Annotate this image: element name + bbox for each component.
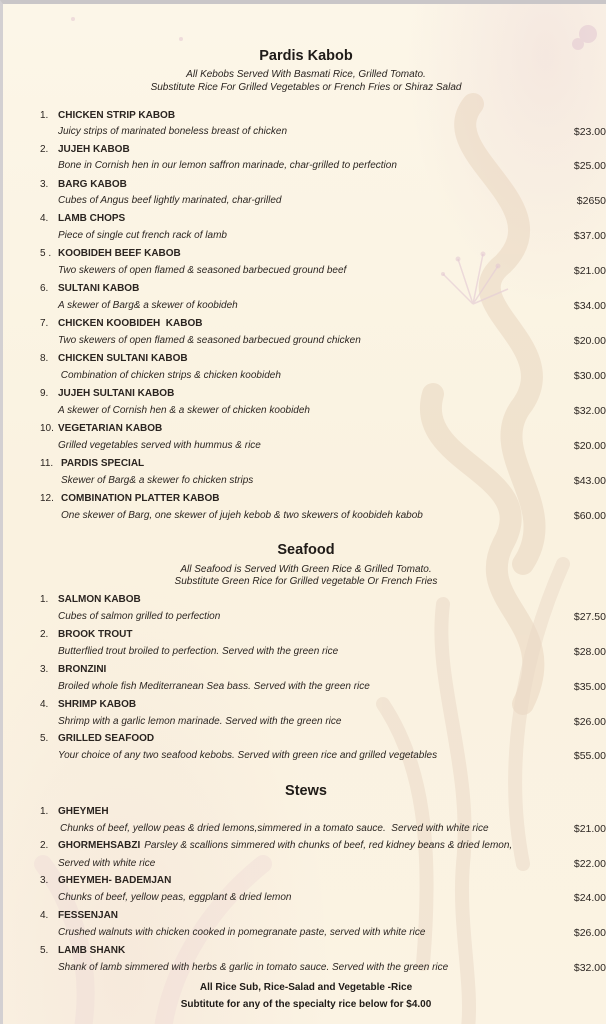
menu-item-description: Juicy strips of marinated boneless breast of chicken: [58, 126, 287, 137]
menu-item-name: [40, 663, 106, 677]
menu-item-name: [40, 178, 127, 192]
section-title-kabob: Pardis Kabob: [259, 48, 353, 64]
section-title-stews: Stews: [285, 783, 327, 799]
item-title: JUJEH KABOB: [58, 144, 130, 155]
menu-item-name: [40, 628, 132, 642]
menu-item-price: $22.00: [573, 858, 606, 870]
item-number: 11.: [40, 458, 54, 469]
menu-item-name: [40, 247, 181, 261]
item-number: 5 .: [40, 248, 52, 259]
menu-item-name: [40, 422, 162, 436]
menu-item-price: $2650: [576, 195, 606, 207]
menu-item-price: $34.00: [573, 300, 606, 312]
menu-item-name: [40, 874, 171, 888]
menu-item-description: Chunks of beef, yellow peas, eggplant & dried lemon: [58, 892, 292, 903]
menu-item-name: [40, 457, 144, 471]
item-number: 5.: [40, 733, 49, 744]
item-number: 7.: [40, 318, 49, 329]
item-title: CHICKEN STRIP KABOB: [58, 110, 176, 121]
item-title: PARDIS SPECIAL: [61, 458, 145, 469]
item-number: 2.: [40, 144, 49, 155]
item-number: 2.: [40, 629, 49, 640]
menu-item-price: $24.00: [573, 892, 606, 904]
item-title: CHICKEN SULTANI KABOB: [58, 353, 188, 364]
item-title: BRONZINI: [58, 664, 107, 675]
item-title: SHRIMP KABOB: [58, 699, 137, 710]
item-number: 6.: [40, 283, 49, 294]
item-inline-description: Parsley & scallions simmered with chunks of beef, red kidney beans & dried lemon,: [144, 840, 513, 851]
menu-item-description: Skewer of Barg& a skewer fo chicken strips: [61, 475, 254, 486]
menu-item-name: [40, 944, 125, 958]
item-number: 3.: [40, 664, 49, 675]
menu-item-description: Shank of lamb simmered with herbs & garlic in tomato sauce. Served with the green rice: [58, 962, 449, 973]
menu-item-price: $20.00: [573, 335, 606, 347]
menu-item-description: Piece of single cut french rack of lamb: [58, 230, 227, 241]
item-title: BROOK TROUT: [58, 629, 133, 640]
menu-item-price: $30.00: [573, 370, 606, 382]
menu-item-description: Cubes of Angus beef lightly marinated, char-grilled: [58, 195, 282, 206]
section-note-seafood-line2: Substitute Green Rice for Grilled vegetable Or French Fries: [174, 576, 438, 587]
section-note-kabob-line1: All Kebobs Served With Basmati Rice, Grilled Tomato.: [186, 69, 426, 80]
item-title: KOOBIDEH BEEF KABOB: [58, 248, 181, 259]
menu-item-name: [40, 212, 125, 226]
footer-rice-note-line2: Subtitute for any of the specialty rice below for $4.00: [180, 999, 432, 1010]
item-title: GHORMEHSABZI: [58, 840, 141, 851]
menu-item-name: [40, 352, 188, 366]
menu-item-price: $26.00: [573, 927, 606, 939]
item-title: VEGETARIAN KABOB: [58, 423, 163, 434]
item-number: 10.: [40, 423, 54, 434]
menu-content: [3, 4, 606, 1024]
menu-item-name: [40, 109, 175, 123]
item-title: SULTANI KABOB: [58, 283, 140, 294]
menu-item-description: Cubes of salmon grilled to perfection: [58, 611, 221, 622]
item-number: 1.: [40, 594, 49, 605]
menu-item-price: $27.50: [573, 611, 606, 623]
menu-item-price: $55.00: [573, 750, 606, 762]
item-number: 4.: [40, 699, 49, 710]
item-title: GHEYMEH- BADEMJAN: [58, 875, 172, 886]
menu-item-name: [40, 387, 174, 401]
item-title: COMBINATION PLATTER KABOB: [61, 493, 220, 504]
menu-item-price: $28.00: [573, 646, 606, 658]
menu-item-description: Chunks of beef, yellow peas & dried lemons,simmered in a tomato sauce. Served with white rice: [60, 823, 489, 834]
item-title: BARG KABOB: [58, 179, 127, 190]
menu-item-price: $32.00: [573, 405, 606, 417]
section-title-seafood: Seafood: [277, 542, 335, 558]
menu-item-name: [40, 143, 130, 157]
item-title: GRILLED SEAFOOD: [58, 733, 155, 744]
menu-item-name: [40, 698, 136, 712]
section-note-seafood-line1: All Seafood is Served With Green Rice & Grilled Tomato.: [180, 564, 432, 575]
menu-item-description: Crushed walnuts with chicken cooked in pomegranate paste, served with white rice: [58, 927, 426, 938]
menu-item-price: $20.00: [573, 440, 606, 452]
item-number: 8.: [40, 353, 49, 364]
menu-item-price: $32.00: [573, 962, 606, 974]
item-number: 1.: [40, 110, 49, 121]
menu-item-description: A skewer of Barg& a skewer of koobideh: [58, 300, 238, 311]
menu-item-description: Your choice of any two seafood kebobs. Served with green rice and grilled vegetables: [58, 750, 438, 761]
menu-item-name: [40, 593, 141, 607]
menu-item-price: $26.00: [573, 716, 606, 728]
menu-item-name: [40, 805, 109, 819]
item-title: JUJEH SULTANI KABOB: [58, 388, 175, 399]
menu-item-description: One skewer of Barg, one skewer of jujeh kebob & two skewers of koobideh kabob: [61, 510, 423, 521]
menu-item-price: $25.00: [573, 160, 606, 172]
item-title: LAMB SHANK: [58, 945, 126, 956]
menu-item-description: A skewer of Cornish hen & a skewer of chicken koobideh: [58, 405, 310, 416]
menu-item-price: $43.00: [573, 475, 606, 487]
menu-item-description: Grilled vegetables served with hummus & rice: [58, 440, 261, 451]
item-number: 9.: [40, 388, 49, 399]
menu-item-price: $60.00: [573, 510, 606, 522]
menu-item-name: [40, 317, 202, 331]
item-number: 2.: [40, 840, 49, 851]
menu-item-description: Combination of chicken strips & chicken koobideh: [58, 370, 281, 381]
item-title: FESSENJAN: [58, 910, 119, 921]
item-title: CHICKEN KOOBIDEH KABOB: [58, 318, 203, 329]
menu-item-description: Shrimp with a garlic lemon marinade. Served with the green rice: [58, 716, 342, 727]
item-title: LAMB CHOPS: [58, 213, 126, 224]
item-number: 12.: [40, 493, 54, 504]
section-note-kabob-line2: Substitute Rice For Grilled Vegetables or French Fries or Shiraz Salad: [150, 82, 462, 93]
menu-item-price: $21.00: [573, 265, 606, 277]
menu-item-name: [40, 732, 154, 746]
item-number: 3.: [40, 179, 49, 190]
menu-item-price: $21.00: [573, 823, 606, 835]
menu-item-description: Served with white rice: [58, 858, 156, 869]
menu-item-description: Butterflied trout broiled to perfection. Served with the green rice: [58, 646, 339, 657]
menu-item-price: $35.00: [573, 681, 606, 693]
footer-rice-note-line1: All Rice Sub, Rice-Salad and Vegetable -Rice: [199, 982, 413, 993]
menu-item-description: Bone in Cornish hen in our lemon saffron marinade, char-grilled to perfection: [58, 160, 397, 171]
menu-item-description: Two skewers of open flamed & seasoned barbecued ground chicken: [58, 335, 361, 346]
menu-item-name: [40, 839, 512, 853]
item-number: 5.: [40, 945, 49, 956]
menu-item-name: [40, 282, 139, 296]
item-number: 4.: [40, 910, 49, 921]
item-number: 3.: [40, 875, 49, 886]
item-title: SALMON KABOB: [58, 594, 141, 605]
item-number: 4.: [40, 213, 49, 224]
menu-item-name: [40, 492, 220, 506]
item-title: GHEYMEH: [58, 806, 109, 817]
menu-item-price: $37.00: [573, 230, 606, 242]
menu-item-description: Broiled whole fish Mediterranean Sea bass. Served with the green rice: [58, 681, 370, 692]
menu-item-name: [40, 909, 118, 923]
menu-item-price: $23.00: [573, 126, 606, 138]
menu-item-description: Two skewers of open flamed & seasoned barbecued ground beef: [58, 265, 347, 276]
item-number: 1.: [40, 806, 49, 817]
